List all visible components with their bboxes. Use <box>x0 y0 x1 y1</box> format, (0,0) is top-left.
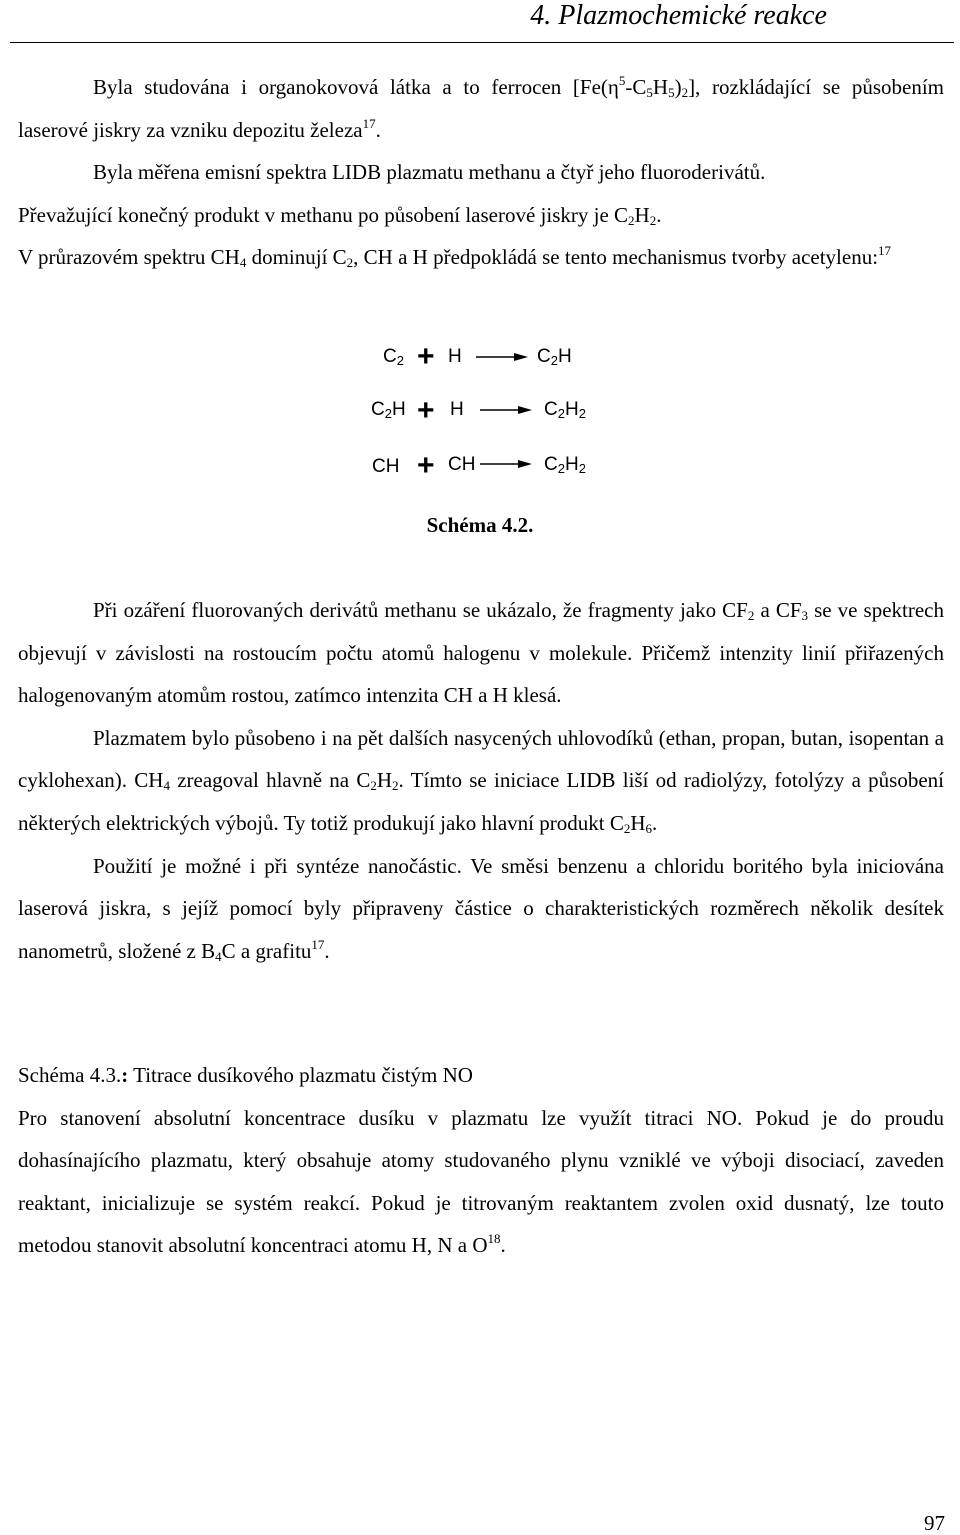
paragraph-mechanism: V průrazovém spektru $CH_4$ dominují $C_2$, CH a H předpokládá se tento mechanismus tvorby acetylenu:$^{17}$ <box>18 243 892 271</box>
reactant-c2h: $C_2H$ <box>371 399 406 421</box>
plus-sign: + <box>417 394 435 427</box>
intro-text <box>18 66 944 279</box>
chapter-title: 4. Plazmochemické reakce <box>530 0 827 31</box>
scheme-caption: Schéma 4.2. <box>426 513 534 537</box>
paragraph-hydrocarbons: Plazmatem bylo působeno i na pět dalších nasycených uhlovodíků (ethan, propan, butan, isopentan a cyklohexan). $CH_4$ zreagoval hlavně na $C_2H_2$. Tímto se iniciace LIDB liší od radiolýzy, fotolýzy a působení některých elektrických výbojů. Ty totiž produkují jako hlavní produkt $C_2H_6$. <box>18 725 944 836</box>
header-rule <box>10 42 954 43</box>
reaction-arrow <box>476 349 528 365</box>
reactant-ch: CH <box>372 456 400 477</box>
paragraph-nanoparticles: Použití je možné i při syntéze nanočástic. Ve směsi benzenu a chloridu boritého byla iniciována laserová jiskra, s jejíž pomocí byly připraveny částice o charakteristických rozměrech několik desítek nanometrů, složené z $B_4C$ a grafitu$^{17}$. <box>18 853 944 964</box>
product-c2h: $C_2H$ <box>537 346 572 368</box>
reaction-arrow <box>480 402 532 418</box>
product-c2h2: $C_2H_2$ <box>544 454 586 476</box>
main-text <box>18 589 944 972</box>
paragraph-titration: Pro stanovení absolutní koncentrace dusíku v plazmatu lze využít titraci NO. Pokud je do proudu dohasínajícího plazmatu, který obsahuje atomy studovaného plynu vzniklé ve výboji disociací, zaveden reaktant, inicializuje se systém reakcí. Pokud je titrovaným reaktantem zvolen oxid dusnatý, lze touto metodou stanovit absolutní koncentraci atomu H, N a $O^{18}$. <box>18 1105 944 1258</box>
reaction-arrow <box>480 456 532 472</box>
reactant-c2: $C_2$ <box>383 346 404 368</box>
paragraph-lidb-spectra: Byla měřena emisní spektra LIDB plazmatu methanu a čtyř jeho fluoroderivátů. <box>93 160 766 185</box>
scheme-4-3-heading: Schéma 4.3.: Titrace dusíkového plazmatu čistým NO <box>18 1063 473 1087</box>
titration-section <box>18 1054 944 1267</box>
page-number: 97 <box>924 1511 945 1535</box>
reactant-ch: CH <box>448 454 476 475</box>
reactant-h: H <box>450 399 464 420</box>
reactant-h: H <box>448 346 462 367</box>
plus-sign: + <box>417 340 435 373</box>
paragraph-fluoro-derivatives: Při ozáření fluorovaných derivátů methanu se ukázalo, že fragmenty jako $CF_2$ a $CF_3$ se ve spektrech objevují v závislosti na rostoucím počtu atomů halogenu v molekule. Přičemž intenzity linií přiřazených halogenovaným atomům rostou, zatímco intenzita CH a H klesá. <box>18 598 944 708</box>
plus-sign: + <box>417 449 435 482</box>
product-c2h2: $C_2H_2$ <box>544 399 586 421</box>
paragraph-main-product: Převažující konečný produkt v methanu po působení laserové jiskry je $C_2H_2$. <box>18 202 662 228</box>
paragraph-ferrocene: Byla studována i organokovová látka a to ferrocen $[Fe(\eta^5-C_5H_5)_2]$, rozkládající se působením laserové jiskry za vzniku depozitu železa$^{17}$. <box>18 73 944 142</box>
